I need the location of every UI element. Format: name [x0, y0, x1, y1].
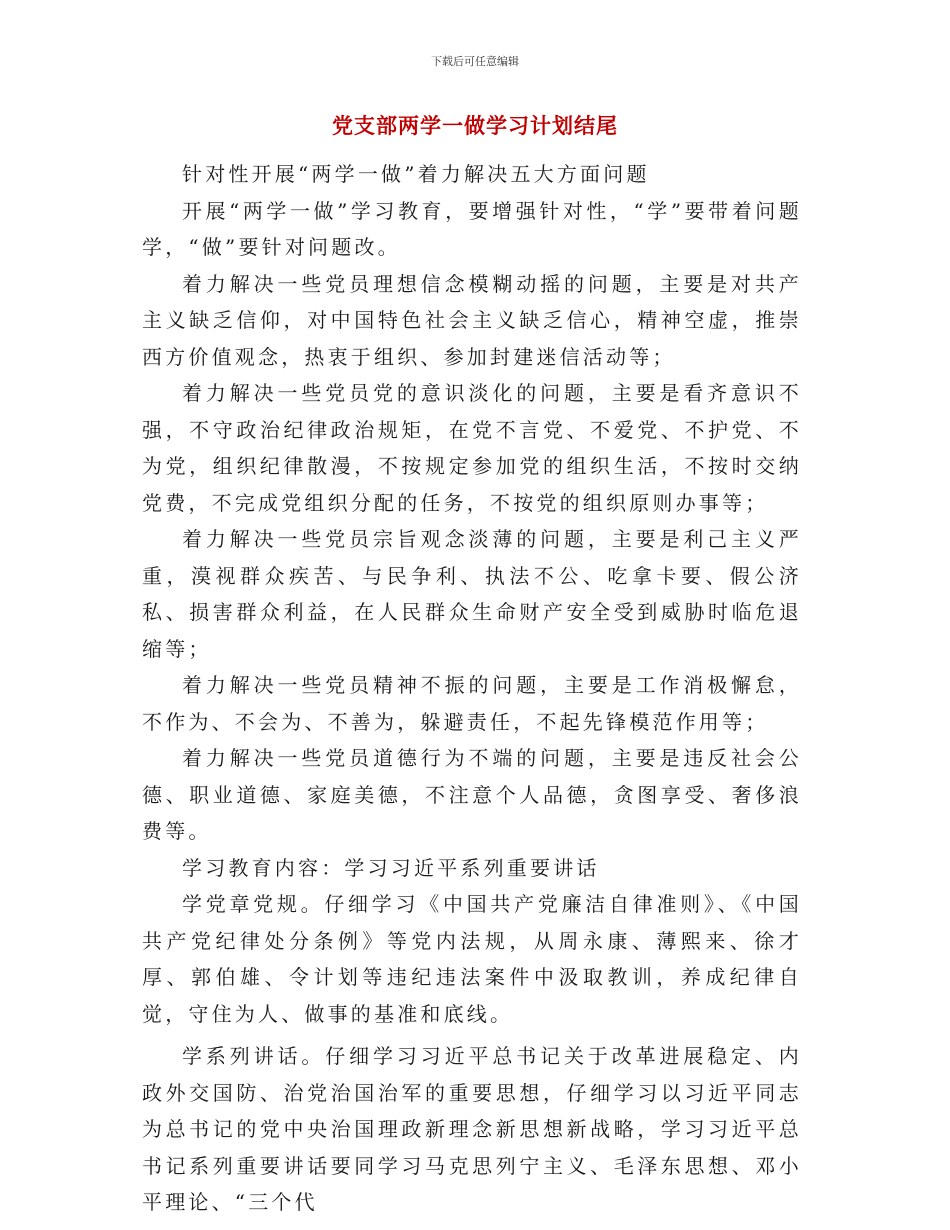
paragraph-1: 针对性开展“两学一做”着力解决五大方面问题 — [182, 162, 650, 186]
paragraph-5: 着力解决一些党员宗旨观念淡薄的问题，主要是利己主义严重，漠视群众疾苦、与民争利、执法不公、吃拿卡要、假公济私、损害群众利益，在人民群众生命财产安全受到威胁时临危退缩等； — [142, 527, 802, 661]
paragraph-2: 开展“两学一做”学习教育，要增强针对性，“学”要带着问题学，“做”要针对问题改。 — [142, 198, 802, 259]
paragraph-6: 着力解决一些党员精神不振的问题，主要是工作消极懈怠，不作为、不会为、不善为，躲避责任，不起先锋模范作用等； — [142, 673, 802, 734]
document-title: 党支部两学一做学习计划结尾 — [332, 113, 618, 138]
paragraph-9: 学党章党规。仔细学习《中国共产党廉洁自律准则》、《中国共产党纪律处分条例》等党内法规，从周永康、薄熙来、徐才厚、郭伯雄、令计划等违纪违法案件中汲取教训，养成纪律自觉，守住为人、做事的基准和底线。 — [142, 892, 802, 1026]
paragraph-4: 着力解决一些党员党的意识淡化的问题，主要是看齐意识不强，不守政治纪律政治规矩，在党不言党、不爱党、不护党、不为党，组织纪律散漫，不按规定参加党的组织生活，不按时交纳党费，不完成党组织分配的任务，不按党的组织原则办事等； — [142, 381, 802, 515]
paragraph-7: 着力解决一些党员道德行为不端的问题，主要是违反社会公德、职业道德、家庭美德，不注意个人品德，贪图享受、奢侈浪费等。 — [142, 746, 802, 843]
document-body — [142, 156, 802, 1221]
header-note: 下载后可任意编辑 — [431, 55, 519, 68]
paragraph-3: 着力解决一些党员理想信念模糊动摇的问题，主要是对共产主义缺乏信仰，对中国特色社会主义缺乏信心，精神空虚，推崇西方价值观念，热衷于组织、参加封建迷信活动等； — [142, 271, 802, 369]
paragraph-10: 学系列讲话。仔细学习习近平总书记关于改革进展稳定、内政外交国防、治党治国治军的重要思想，仔细学习以习近平同志为总书记的党中央治国理政新理念新思想新战略，学习习近平总书记系列重要讲话要同学习马克思列宁主义、毛泽东思想、邓小平理论、“三个代 — [142, 1044, 802, 1214]
paragraph-8: 学习教育内容：学习习近平系列重要讲话 — [182, 855, 600, 880]
